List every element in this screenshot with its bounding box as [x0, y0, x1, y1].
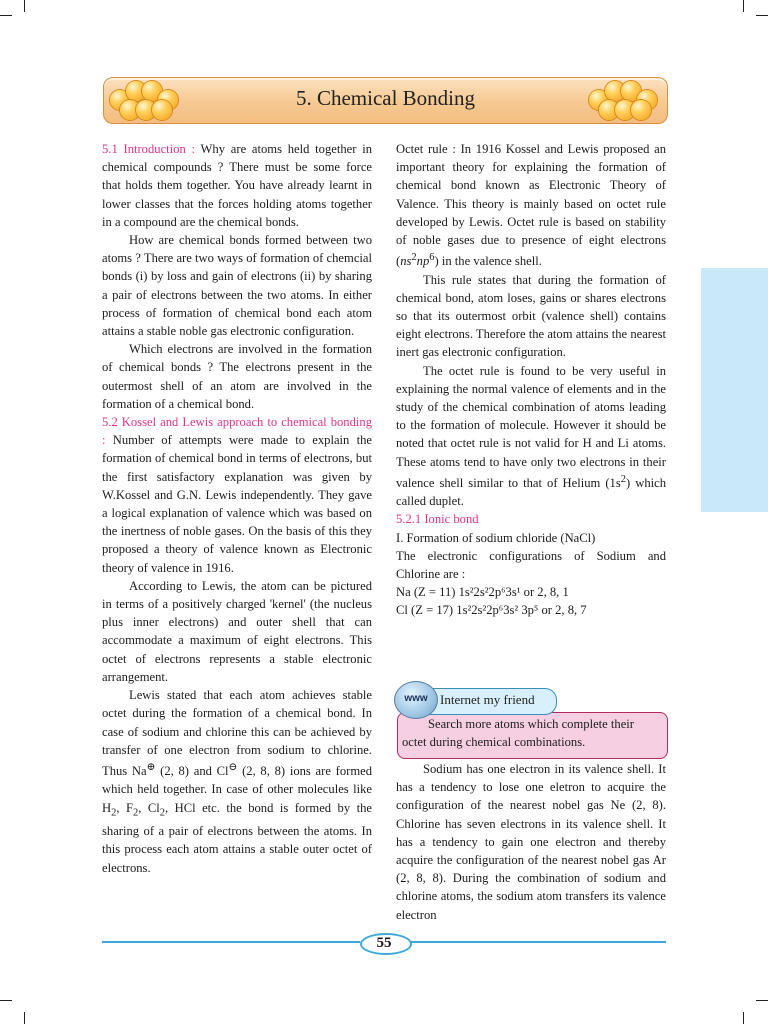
- crop-mark: [24, 1012, 25, 1024]
- internet-label: Internet my friend: [440, 692, 535, 707]
- crop-mark: [756, 15, 768, 16]
- paragraph: The electronic configurations of Sodium and Chlorine are :: [396, 548, 666, 582]
- left-column: [102, 140, 372, 877]
- subheading: I. Formation of sodium chloride (NaCl): [396, 530, 596, 545]
- chapter-title: 5. Chemical Bonding: [295, 86, 476, 110]
- section-heading: 5.1 Introduction :: [102, 142, 196, 156]
- kossel-lewis-paragraph: 5.2 Kossel and Lewis approach to chemical bonding : Number of attempts were made to explain the formation of chemical bond in terms of electrons, but the first satisfactory explanation was given by W.Kossel and G.N. Lewis independently. They gave a logical explanation of valence which was based on the inertness of noble gases. On the basis of this they proposed a theory of valence known as Electronic theory of valence in 1916.: [102, 415, 372, 575]
- footer-line-right: [408, 941, 666, 943]
- crop-mark: [743, 1012, 744, 1024]
- octet-rule-paragraph: Octet rule : In 1916 Kossel and Lewis proposed an important theory for explaining the formation of chemical bond known as Electronic Theory of Valence. This theory is mainly based on octet rule developed by Lewis. Octet rule is based on stability of noble gases due to presence of eight electrons $(ns^2np^6)$ in the valence shell.: [396, 142, 666, 269]
- globe-icon: www: [394, 681, 438, 719]
- intro-paragraph: 5.1 Introduction : Why are atoms held together in chemical compounds ? There must be some force that holds them together. You have already learnt in lower classes that the forces holding atoms together in a compound are the chemical bonds.: [102, 142, 372, 229]
- paragraph: The octet rule is found to be very useful in explaining the normal valence of elements and in the study of the chemical combination of atoms leading to the formation of molecule. However it should be noted that octet rule is not valid for H and Li atoms. These atoms tend to have only two electrons in their valence shell similar to that of Helium $(1s^2)$ which called duplet.: [396, 363, 666, 509]
- paragraph: How are chemical bonds formed between two atoms ? There are two ways of formation of chemcial bonds (i) by loss and gain of electrons (ii) by sharing a pair of electrons between the two atoms. In either process of formation of chemical bond each atom attains a stable noble gas electronic configuration.: [102, 233, 372, 339]
- crop-mark: [743, 0, 744, 12]
- na-config: Na (Z = 11) 1s²2s²2p⁶3s¹ or 2, 8, 1: [396, 585, 569, 600]
- decorative-balls-right: [587, 80, 665, 120]
- crop-mark: [0, 1000, 12, 1001]
- section-heading: 5.2 Kossel and Lewis approach to chemical bonding :: [102, 415, 372, 448]
- sodium-paragraph: Sodium has one electron in its valence shell. It has a tendency to lose one eletron to acquire the configuration of the nearest nobel gas Ne (2, 8). Chlorine has seven electrons in its valence shell. It has a tendency to gain one electron and thereby acquire the configuration of the nearest nobel gas Ar (2, 8, 8). During the combination of sodium and chlorine atoms, the sodium atom transfers its valence electron: [396, 762, 666, 922]
- lewis-paragraph: Lewis stated that each atom achieves stable octet during the formation of a chemical bond. In case of sodium and chlorine this can be achieved by transfer of one electron from sodium to chlorine. Thus Na⊕ (2, 8) and Cl⊖ (2, 8, 8) ions are formed which held together. In case of other molecules like $H_2$, $F_2$, $Cl_2$, HCl etc. the bond is formed by the sharing of a pair of electrons between the atoms. In this process each atom attains a stable outer octet of electrons.: [102, 688, 372, 875]
- chapter-banner: [103, 77, 668, 124]
- internet-box-text: Search more atoms which complete their octet during chemical combinations.: [402, 717, 634, 749]
- page-number: 55: [376, 935, 392, 951]
- crop-mark: [0, 15, 12, 16]
- crop-mark: [24, 0, 25, 12]
- side-tab: [701, 268, 768, 512]
- cl-config: Cl (Z = 17) 1s²2s²2p⁶3s² 3p⁵ or 2, 8, 7: [396, 603, 587, 618]
- footer-line-left: [102, 941, 360, 943]
- right-column: [396, 140, 666, 620]
- section-heading: 5.2.1 Ionic bond: [396, 512, 479, 527]
- crop-mark: [756, 1000, 768, 1001]
- paragraph: This rule states that during the formation of chemical bond, atom loses, gains or shares electrons so that its outermost orbit (valence shell) contains eight electrons. Therefore the atom attains the nearest inert gas electronic configuration.: [396, 272, 666, 360]
- paragraph: Which electrons are involved in the formation of chemical bonds ? The electrons present in the outermost shell of an atom are involved in the formation of a chemical bond.: [102, 342, 372, 411]
- paragraph: According to Lewis, the atom can be pictured in terms of a positively charged 'kernel' (the nucleus plus inner electrons) and outer shell that can accommodate a maximum of eight electrons. This octet of electrons represents a stable electronic arrangement.: [102, 578, 372, 684]
